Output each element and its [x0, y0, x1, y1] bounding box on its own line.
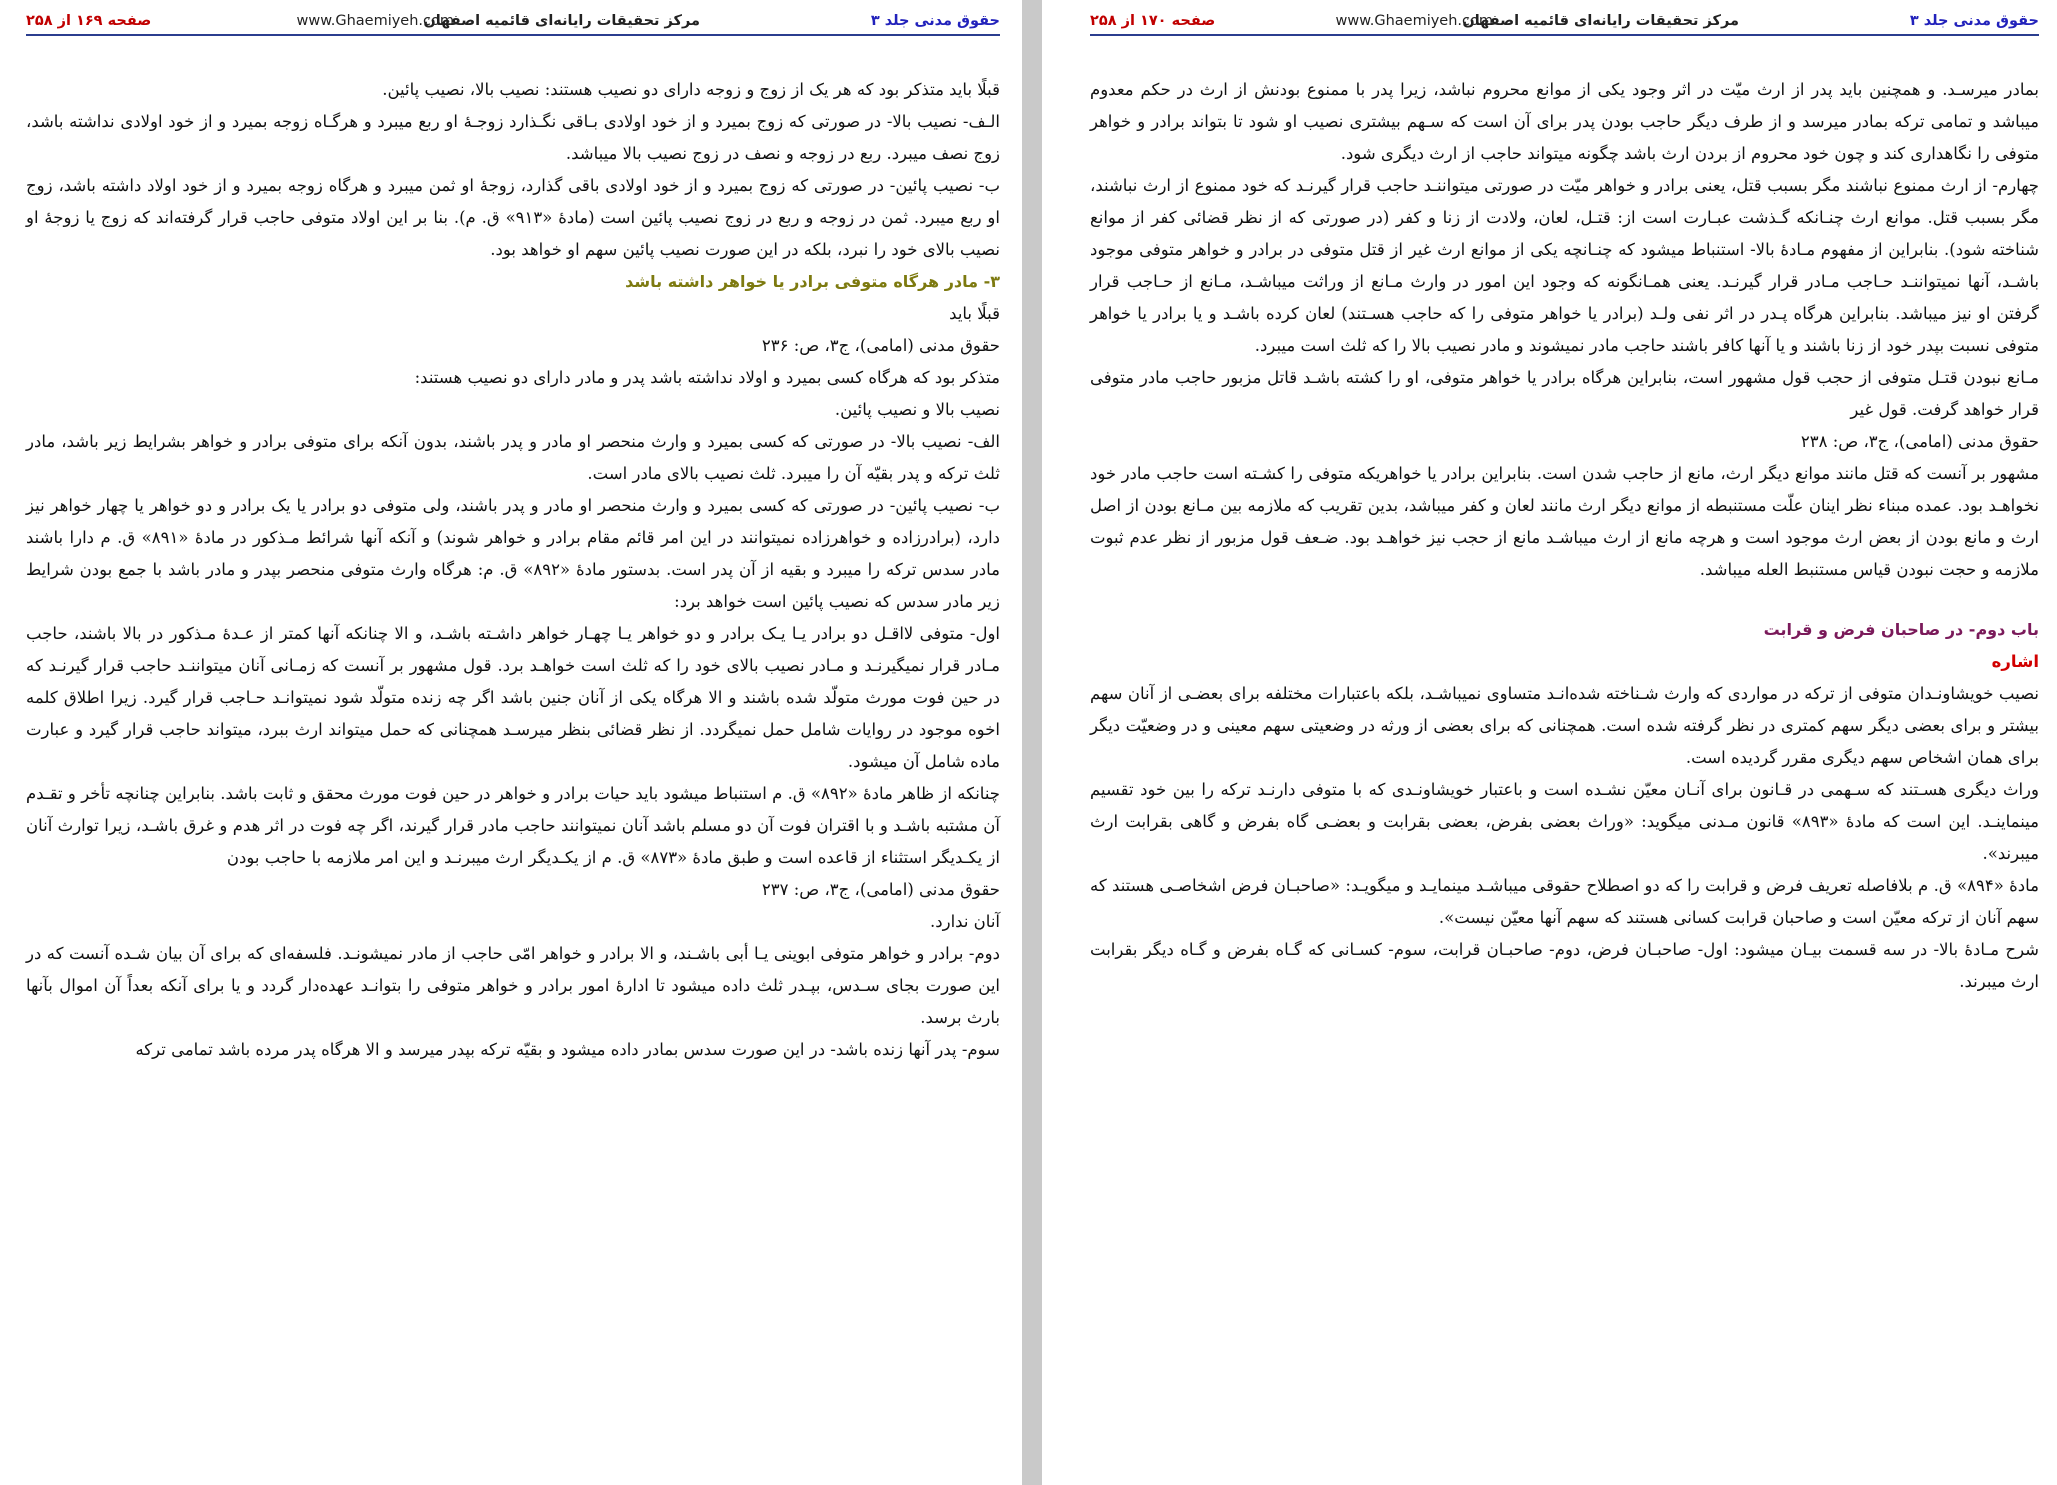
chapter-heading: باب دوم- در صاحبان فرض و قرابت [1763, 620, 2039, 639]
paragraph: آنان ندارد. [930, 912, 1000, 931]
paragraph: قبلًا باید [949, 304, 1000, 323]
page-reference: حقوق مدنی (امامی)، ج۳، ص: ۲۳۷ [761, 880, 1000, 899]
paragraph: سوم- پدر آنها زنده باشد- در این صورت سدس بمادر داده میشود و بقیّه ترکه بپدر میرسد و الا هرگاه پدر مرده باشد تمامی ترکه [135, 1040, 1000, 1059]
paragraph: قبلًا باید متذکر بود که هر یک از زوج و زوجه دارای دو نصیب هستند: نصیب بالا، نصیب پائین. [382, 80, 1000, 99]
left-page [0, 0, 1022, 1485]
paragraph: شرح مـادهٔ بالا- در سه قسمت بیـان میشود: اول- صاحبـان فرض، دوم- صاحبـان قرابت، سوم- کسـانی که گـاه بفرض و گـاه دیگر بقرابت ارث میبرند. [1090, 940, 2039, 991]
paragraph: ب- نصیب پائین- در صورتی که زوج بمیرد و از خود اولادی باقی گذارد، زوجهٔ او ثمن میبرد و هرگاه زوجه بمیرد و از خود اولاد داشته باشد، زوج او ربع میبرد. ثمن در زوجه و ربع در زوج نصیب پائین است (مادهٔ «۹۱۳» ق. م). بنا بر این اولاد متوفی حاجب قرار گرفته‌اند که زوج یا زوجهٔ او نصیب بالای خود را نبرد، بلکه در این صورت نصیب پائین سهم او خواهد بود. [26, 176, 1000, 259]
paragraph: چهارم- از ارث ممنوع نباشند مگر بسبب قتل، یعنی برادر و خواهر میّت در صورتی میتواننـد حاجب قرار گیرنـد که خود ممنوع از ارث نباشند، مگر بسبب قتل. موانع ارث چنـانکه گـذشت عبـارت است از: قتـل، لعان، ولادت از زنا و کفر (در صورتی که از نظر قضائی کفر از موانع شناخته شود). بنابراین از مفهوم مـادهٔ بالا- استنباط میشود که چنـانچه یکی از موانع ارث غیر از قتل متوفی در برادر و خواهر متوفی موجود باشـد، آنها نمیتواننـد حـاجب مـادر قرار گیرنـد. یعنی همـانگونه که وجود این امور در وارث مـانع از وراثت میباشـد، مـانع از حـاجب قرار گرفتن او نیز میباشد. بنابراین هرگاه پـدر در اثر نفی ولـد (برادر یا خواهر متوفی را که حاجب هسـتند) لعان کرده باشـد و یا برادر یا خواهر متوفی نسبت بپدر خود از زنا باشند و یا آنها کافر باشند حاجب مادر نمیشوند و مادر نصیب بالا را که ثلث است میبرد. [1090, 176, 2039, 355]
page-header [1090, 0, 2039, 36]
book-title: حقوق مدنی جلد ۳ [870, 13, 1000, 29]
page-gap [1022, 0, 1042, 1485]
paragraph: متذکر بود که هرگاه کسی بمیرد و اولاد نداشته باشد پدر و مادر دارای دو نصیب هستند: [414, 368, 1000, 387]
paragraph: نصیب بالا و نصیب پائین. [834, 400, 1000, 419]
paragraph: الف- نصیب بالا- در صورتی که کسی بمیرد و وارث منحصر او مادر و پدر باشند، بدون آنکه برای متوفی برادر و خواهر بشرایط زیر باشد، مادر ثلث ترکه و پدر بقیّه آن را میبرد. ثلث نصیب بالای مادر است. [26, 432, 1000, 483]
book-title: حقوق مدنی جلد ۳ [1909, 13, 2039, 29]
paragraph: چنانکه از ظاهر مادهٔ «۸۹۲» ق. م استنباط میشود باید حیات برادر و خواهر در حین فوت مورث محقق و ثابت باشد. بنابراین چنانچه تأخر و تقـدم آن مشتبه باشـد و با اقتران فوت آن دو مسلم باشد آنان نمیتوانند حاجب مادر قرار گیرند، اگر چه فوت در اثر هدم و غرق باشـد، زیرا توارث آنان از یکـدیگر استثناء از قاعده است و طبق مادهٔ «۸۷۳» ق. م از یکـدیگر ارث میبرنـد و این امر ملازمه با حاجب بودن [26, 784, 1000, 867]
website-link[interactable]: www.Ghaemiyeh.com [1335, 13, 1493, 29]
paragraph: دوم- برادر و خواهر متوفی ابوینی یـا أبی باشـند، و الا برادر و خواهر امّی حاجب از مادر نمیشونـد. فلسفه‌ای که برای آن بیان شـده آنست که در این صورت بجای سـدس، بپـدر ثلث داده میشود تا ادارهٔ امور برادر و خواهر متوفی را بتوانـد عهده‌دار گردد و یا برای آنکه بعداً آن اموال بآنها بارث برسد. [26, 944, 1000, 1027]
right-page [1042, 0, 2057, 1485]
page-reference: حقوق مدنی (امامی)، ج۳، ص: ۲۳۶ [761, 336, 1000, 355]
page-number: صفحه ۱۷۰ از ۲۵۸ [1090, 13, 1216, 29]
paragraph: نصیب خویشاونـدان متوفی از ترکه در مواردی که وارث شـناخته شده‌انـد متساوی نمیباشـد، بلکه باعتبارات مختلفه برای بعضـی از آنان سهم بیشتر و برای بعضی دیگر سهم کمتری در نظر گرفته شده است. همچنانی که برای بعضی از ورثه در وضعیتی سهم معینی و در وضعیّت دیگر برای همان اشخاص سهم دیگری مقرر گردیده است. [1090, 684, 2040, 767]
paragraph: وراث دیگری هسـتند که سـهمی در قـانون برای آنـان معیّن نشـده است و باعتبار خویشاونـدی که با متوفی دارنـد ترکه را بین خود تقسیم مینماینـد. این است که مادهٔ «۸۹۳» قانون مـدنی میگوید: «وراث بعضی بفرض، بعضی بقرابت و بعضـی گاه بفرض و گاهی بقرابت ارث میبرند». [1090, 780, 2040, 863]
page-reference: حقوق مدنی (امامی)، ج۳، ص: ۲۳۸ [1800, 432, 2039, 451]
paragraph: مشهور بر آنست که قتل مانند موانع دیگر ارث، مانع از حاجب شدن است. بنابراین برادر یا خواهریکه متوفی را کشـته است حاجب مادر خود نخواهـد بود. عمده مبناء نظر اینان علّت مستنبطه از موانع دیگر ارث مانند لعان و کفر میباشد، بدین تقریب که ملازمه بین مـانع بودن از اصل ارث و مانع بودن از بعض ارث موجود است و هرچه مانع از ارث میباشـد مانع از حجب نیز خواهـد بود. ضـعف قول مزبور از نظر عدم ثبوت ملازمه و حجت نبودن قیاس مستنبط العله میباشد. [1090, 464, 2039, 579]
publisher-name: مرکز تحقیقات رایانه‌ای قائمیه اصفهان [1462, 13, 1739, 29]
section-heading: ۳- مادر هرگاه متوفی برادر یا خواهر داشته باشد [625, 272, 1000, 291]
page-content [1090, 74, 2039, 998]
paragraph: مادهٔ «۸۹۴» ق. م بلافاصله تعریف فرض و قرابت را که دو اصطلاح حقوقی میباشـد مینمایـد و میگویـد: «صاحبـان فرض اشخاصـی هستند که سهم آنان از ترکه معیّن است و صاحبان قرابت کسانی هستند که سهم آنها معیّن نیست». [1090, 876, 2040, 927]
paragraph: الـف- نصیب بالا- در صورتی که زوج بمیرد و از خود اولادی بـاقی نگـذارد زوجـهٔ او ربع میبرد و هرگـاه زوجه بمیرد و از خود اولادی نداشته باشد، زوج نصف میبرد. ربع در زوجه و نصف در زوج نصیب بالا میباشد. [26, 112, 1000, 163]
paragraph: ب- نصیب پائین- در صورتی که کسی بمیرد و وارث منحصر او مادر و پدر باشند، ولی متوفی دو برادر یا یک برادر و دو خواهر یا چهار خواهر نیز دارد، (برادرزاده و خواهرزاده نمیتوانند در این امر قائم مقام برادر و خواهر شوند) و آنکه آنها شرائط مـذکور در مادهٔ «۸۹۱» ق. م دارا باشند مادر سدس ترکه را میبرد و بقیه از آن پدر است. بدستور مادهٔ «۸۹۲» ق. م: هرگاه وارث متوفی منحصر بپدر و مادر باشد با جمع بودن شرایط زیر مادر سدس که نصیب پائین است خواهد برد: [26, 496, 1000, 611]
paragraph: بمادر میرسـد. و همچنین باید پدر از ارث میّت در اثر وجود یکی از موانع محروم نباشد، زیرا پدر با ممنوع بودنش از ارث در حکم معدوم میباشد و تمامی ترکه بمادر میرسد و از طرف دیگر حاجب بودن پدر برای آن است که سـهم بیشتری نصیب او شود تا بتواند برادر و خواهر متوفی را نگاهداری کند و چون خود محروم از بردن ارث باشد چگونه میتواند حاجب از ارث دیگری شود. [1090, 80, 2039, 163]
page-number: صفحه ۱۶۹ از ۲۵۸ [26, 13, 152, 29]
website-link[interactable]: www.Ghaemiyeh.com [296, 13, 454, 29]
paragraph: اول- متوفی لااقـل دو برادر یـا یـک برادر و دو خواهر یـا چهـار خواهر داشـته باشـد، و الا چنانکه آنها کمتر از عـدهٔ مـذکور در بالا باشند، حاجب مـادر قرار نمیگیرنـد و مـادر نصیب بالای خود را که ثلث است خواهـد برد. قول مشهور بر آنست که زمـانی آنان میتواننـد حاجب قرار گیرنـد که در حین فوت مورث متولّد شده باشند و الا هرگاه یکی از آنان جنین باشد اگر چه زنده متولّد شود نمیتوانـد حـاجب قرار گیرد. زیرا اطلاق کلمه اخوه موجود در روایات شامل حمل نمیگردد. از نظر قضائی بنظر میرسـد همچنانی که حمل میتواند ارث ببرد، میتواند حاجب قرار گیرد و عبارت ماده شامل آن میشود. [26, 624, 1000, 771]
publisher-name: مرکز تحقیقات رایانه‌ای قائمیه اصفهان [423, 13, 700, 29]
page-header [26, 0, 1000, 36]
paragraph: مـانع نبودن قتـل متوفی از حجب قول مشهور است، بنابراین هرگاه برادر یا خواهر متوفی، او را کشته باشـد قاتل مزبور حاجب مادر متوفی قرار خواهد گرفت. قول غیر [1090, 368, 2039, 419]
page-content [26, 74, 1000, 1066]
section-heading: اشاره [1991, 652, 2039, 671]
